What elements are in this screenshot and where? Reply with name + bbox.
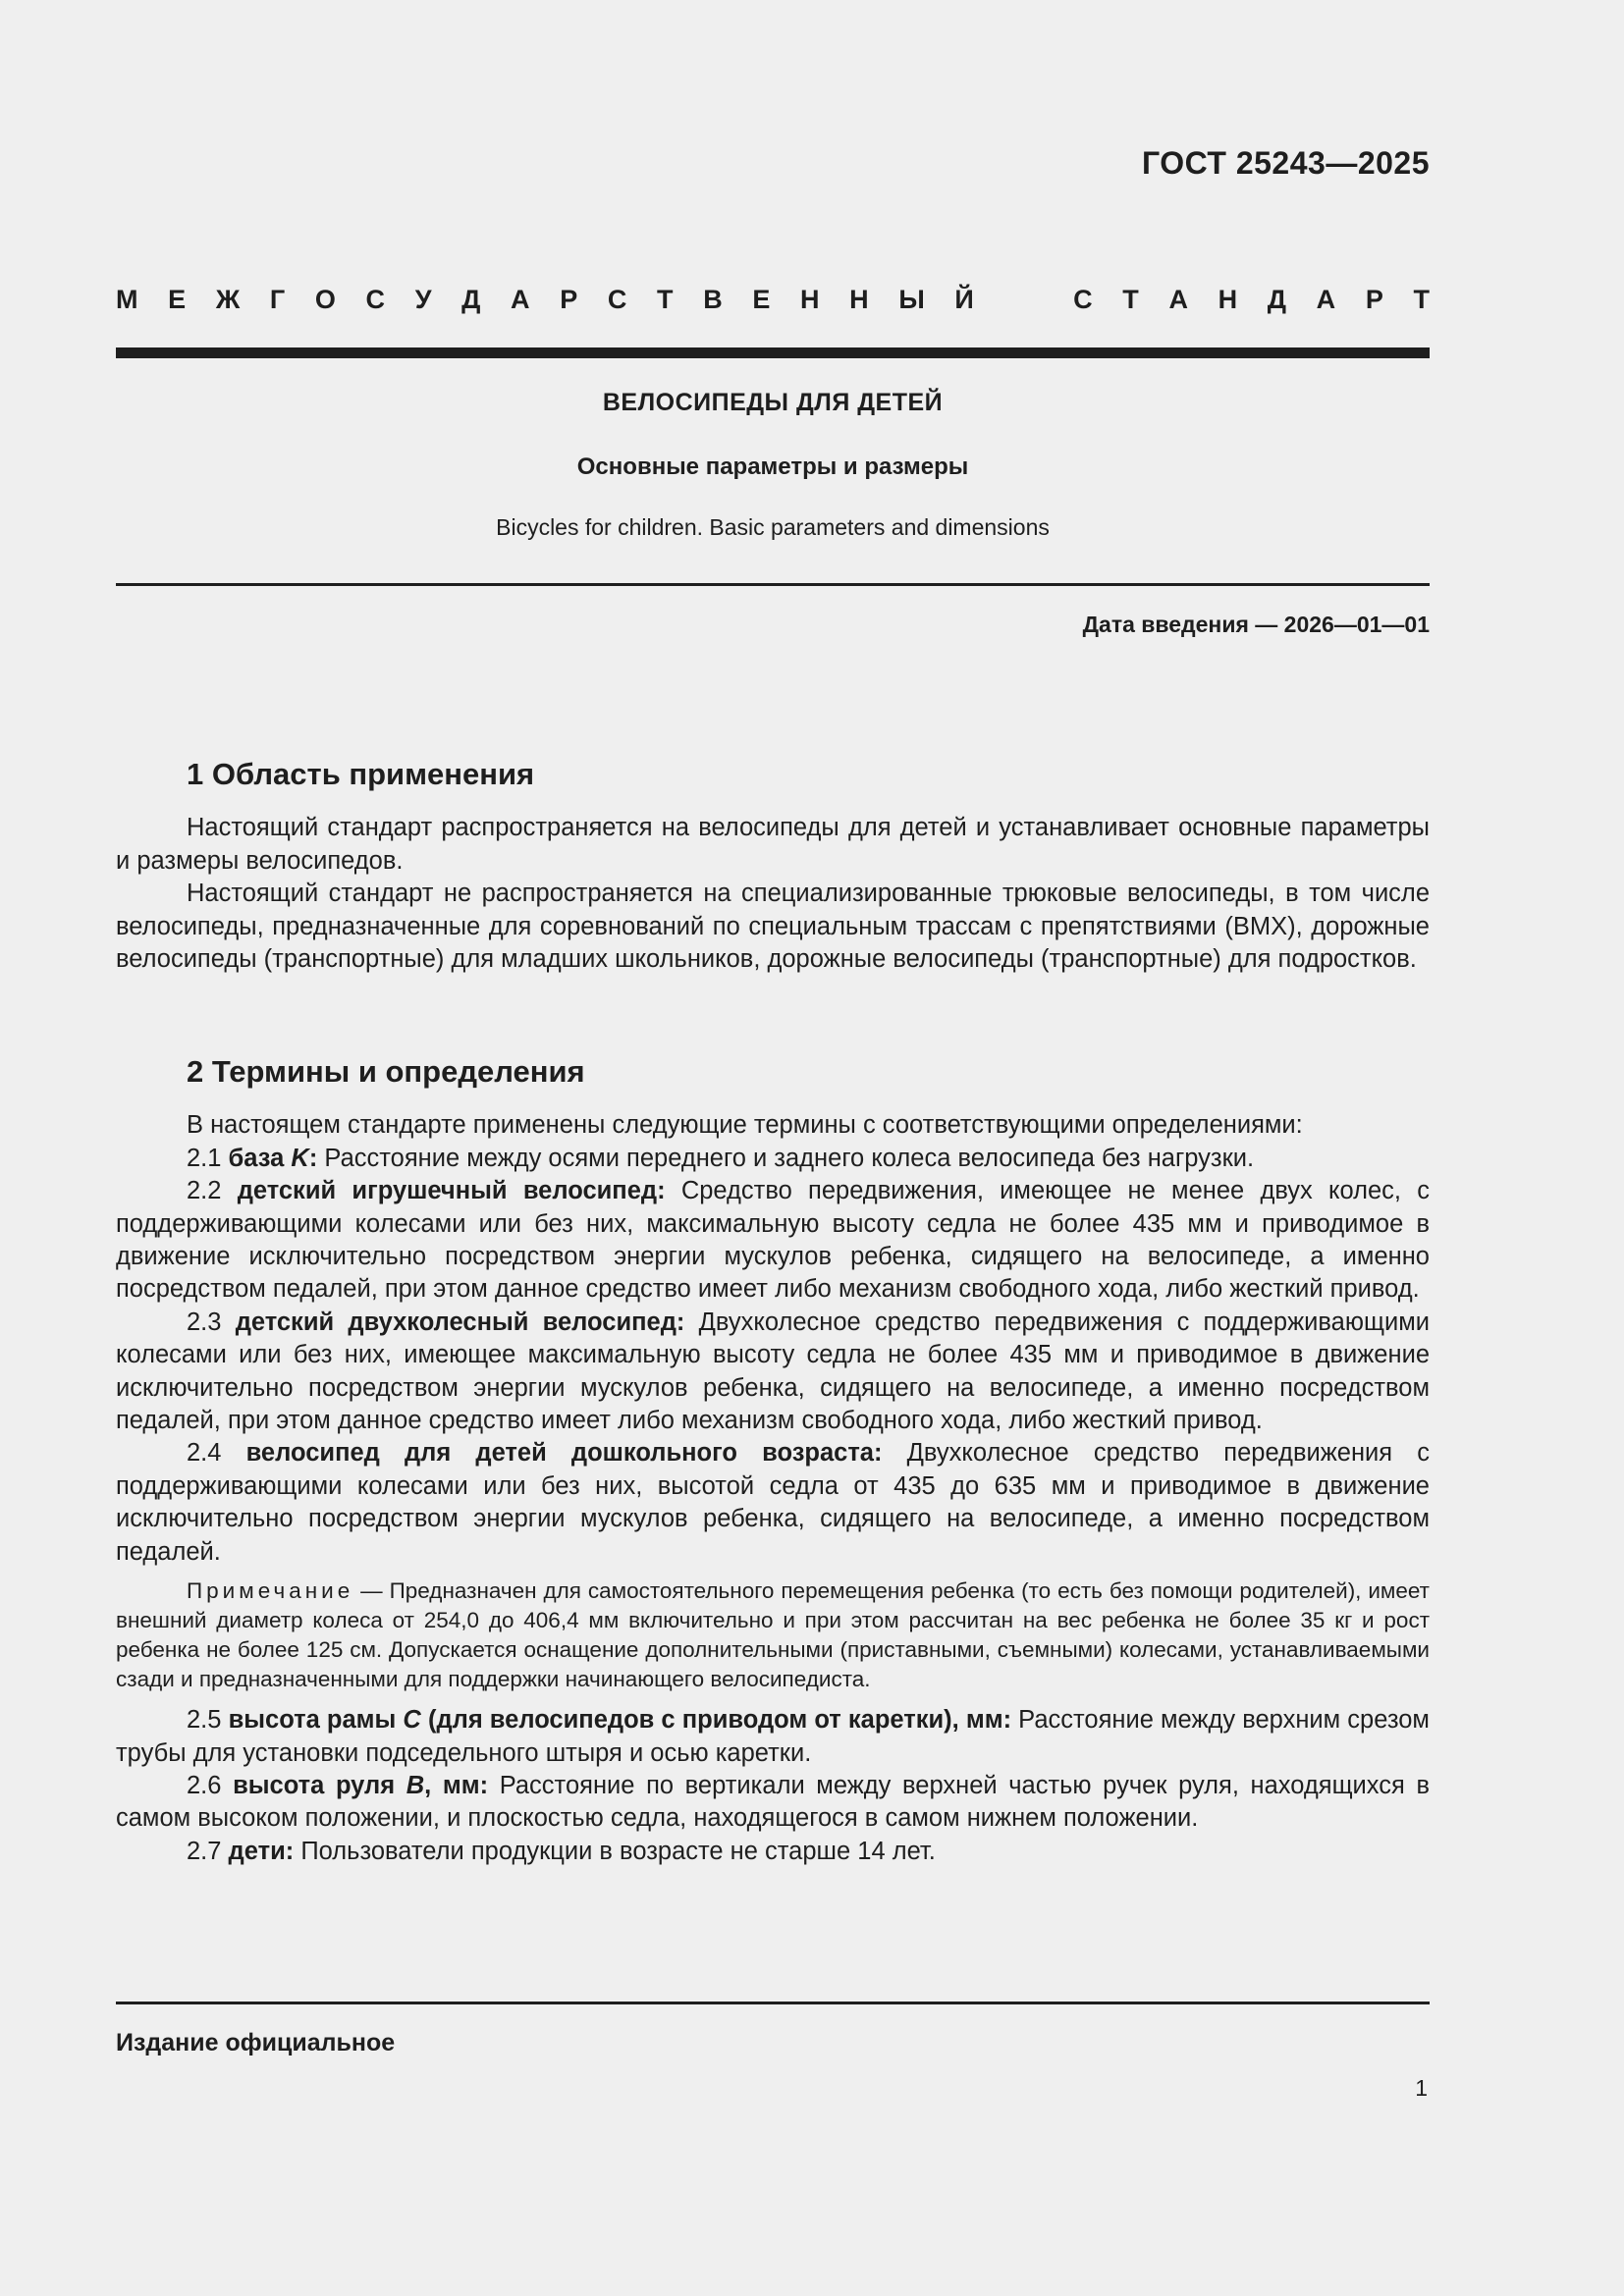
term: база K: (228, 1144, 318, 1172)
heading-letter: Т (1413, 285, 1430, 314)
heading-letter: Р (560, 285, 578, 314)
heading-letter: Р (1365, 285, 1383, 314)
word-gap (1003, 285, 1043, 315)
term: высота руля В, мм: (233, 1771, 489, 1799)
term-definition: 2.3 детский двухколесный велосипед: Двухколесное средство передвижения с поддерживающими колесами или без них, имеющее максимальную высоту седла не более 435 мм и приводимое в движение исключительно посредством энергии мускулов ребенка, сидящего на велосипеде, а именно посредством педалей, при этом данное средство имеет либо механизм свободного хода, либо жесткий привод. (116, 1308, 1430, 1435)
heading-letter: А (1316, 285, 1336, 314)
thick-divider (116, 347, 1430, 358)
document-title: ВЕЛОСИПЕДЫ ДЛЯ ДЕТЕЙ (602, 389, 944, 416)
document-subtitle: Основные параметры и размеры (576, 454, 969, 480)
heading-letter: Ж (215, 285, 241, 314)
heading-letter: Т (657, 285, 674, 314)
heading-letter: С (1073, 285, 1093, 314)
note: Примечание — Предназначен для самостоятельного перемещения ребенка (то есть без помощи родителей), имеет внешний диаметр колеса от 254,0 до 406,4 мм включительно и при этом рассчитан на вес ребенка не более 35 кг и рост ребенка не более 125 см. Допускается оснащение дополнительными (приставными, съемными) колесами, устанавливаемыми сзади и предназначенными для поддержки начинающего велосипедиста. (116, 1578, 1430, 1692)
term: высота рамы С (для велосипедов с приводом от каретки), мм: (228, 1706, 1012, 1735)
gost-code: ГОСТ 25243—2025 (1141, 145, 1430, 181)
term: детский игрушечный велосипед: (237, 1177, 666, 1205)
heading-letter: Г (269, 285, 286, 314)
heading-letter: М (116, 285, 138, 314)
term: детский двухколесный велосипед: (235, 1308, 685, 1336)
term-definition: 2.6 высота руля В, мм: Расстояние по вертикали между верхней частью ручек руля, находящихся в самом высоком положении, и плоскостью седла, находящегося в самом нижнем положении. (116, 1771, 1430, 1833)
section-heading: 1 Область применения (187, 757, 535, 791)
section-scope (116, 758, 1430, 976)
page-number: 1 (1415, 2075, 1428, 2101)
note-label: Примечание (187, 1578, 354, 1604)
heading-letter: Т (1122, 285, 1139, 314)
paragraph: Настоящий стандарт не распространяется на специализированные трюковые велосипеды, в том числе велосипеды, предназначенные для соревнований по специальным трассам с препятствиями (ВМХ), дорожные велосипеды (транспортные) для младших школьников, дорожные велосипеды (транспортные) для подростков. (116, 880, 1430, 974)
term-definition: 2.4 велосипед для детей дошкольного возраста: Двухколесное средство передвижения с поддерживающими колесами или без них, высотой седла от 435 до 635 мм и приводимое в движение исключительно посредством энергии мускулов ребенка, сидящего на велосипеде, а именно посредством педалей. (116, 1439, 1430, 1566)
heading-letter: О (314, 285, 336, 314)
paragraph: В настоящем стандарте применены следующие термины с соответствующими определениями: (187, 1111, 1303, 1140)
section-terms (116, 1055, 1430, 1868)
term-definition: 2.5 высота рамы С (для велосипедов с приводом от каретки), мм: Расстояние между верхним срезом трубы для установки подседельного штыря и осью каретки. (116, 1706, 1430, 1767)
section-heading: 2 Термины и определения (187, 1054, 585, 1089)
term-definition: 2.1 база K: Расстояние между осями переднего и заднего колеса велосипеда без нагрузки. (187, 1144, 1255, 1172)
thin-divider (116, 583, 1430, 586)
heading-letter: Е (168, 285, 187, 314)
heading-letter: А (1168, 285, 1188, 314)
heading-letter: Е (752, 285, 771, 314)
footer-divider (116, 2002, 1430, 2004)
term: велосипед для детей дошкольного возраста: (245, 1439, 883, 1468)
heading-letter: Й (954, 285, 974, 314)
term-definition: 2.7 дети: Пользователи продукции в возрасте не старше 14 лет. (187, 1837, 936, 1865)
heading-letter: Н (849, 285, 869, 314)
term: дети: (228, 1837, 295, 1865)
heading-letter: С (607, 285, 627, 314)
heading-letter: А (511, 285, 530, 314)
official-edition-label: Издание официальное (116, 2029, 396, 2056)
document-title-english: Bicycles for children. Basic parameters and dimensions (496, 514, 1050, 540)
introduction-date: Дата введения — 2026—01—01 (1082, 612, 1430, 637)
interstate-standard-heading (116, 285, 1430, 315)
heading-letter: Н (800, 285, 820, 314)
heading-letter: Ы (898, 285, 925, 314)
paragraph: Настоящий стандарт распространяется на велосипеды для детей и устанавливает основные параметры и размеры велосипедов. (116, 814, 1430, 875)
heading-letter: Д (461, 285, 481, 314)
heading-letter: С (365, 285, 386, 314)
heading-letter: Д (1267, 285, 1287, 314)
heading-letter: Н (1218, 285, 1238, 314)
heading-letter: У (414, 285, 432, 314)
heading-letter: В (703, 285, 723, 314)
term-definition: 2.2 детский игрушечный велосипед: Средство передвижения, имеющее не менее двух колес, с поддерживающими колесами или без них, максимальную высоту седла не более 435 мм и приводимое в движение исключительно посредством энергии мускулов ребенка, сидящего на велосипеде, а именно посредством педалей, при этом данное средство имеет либо механизм свободного хода, либо жесткий привод. (116, 1177, 1430, 1304)
